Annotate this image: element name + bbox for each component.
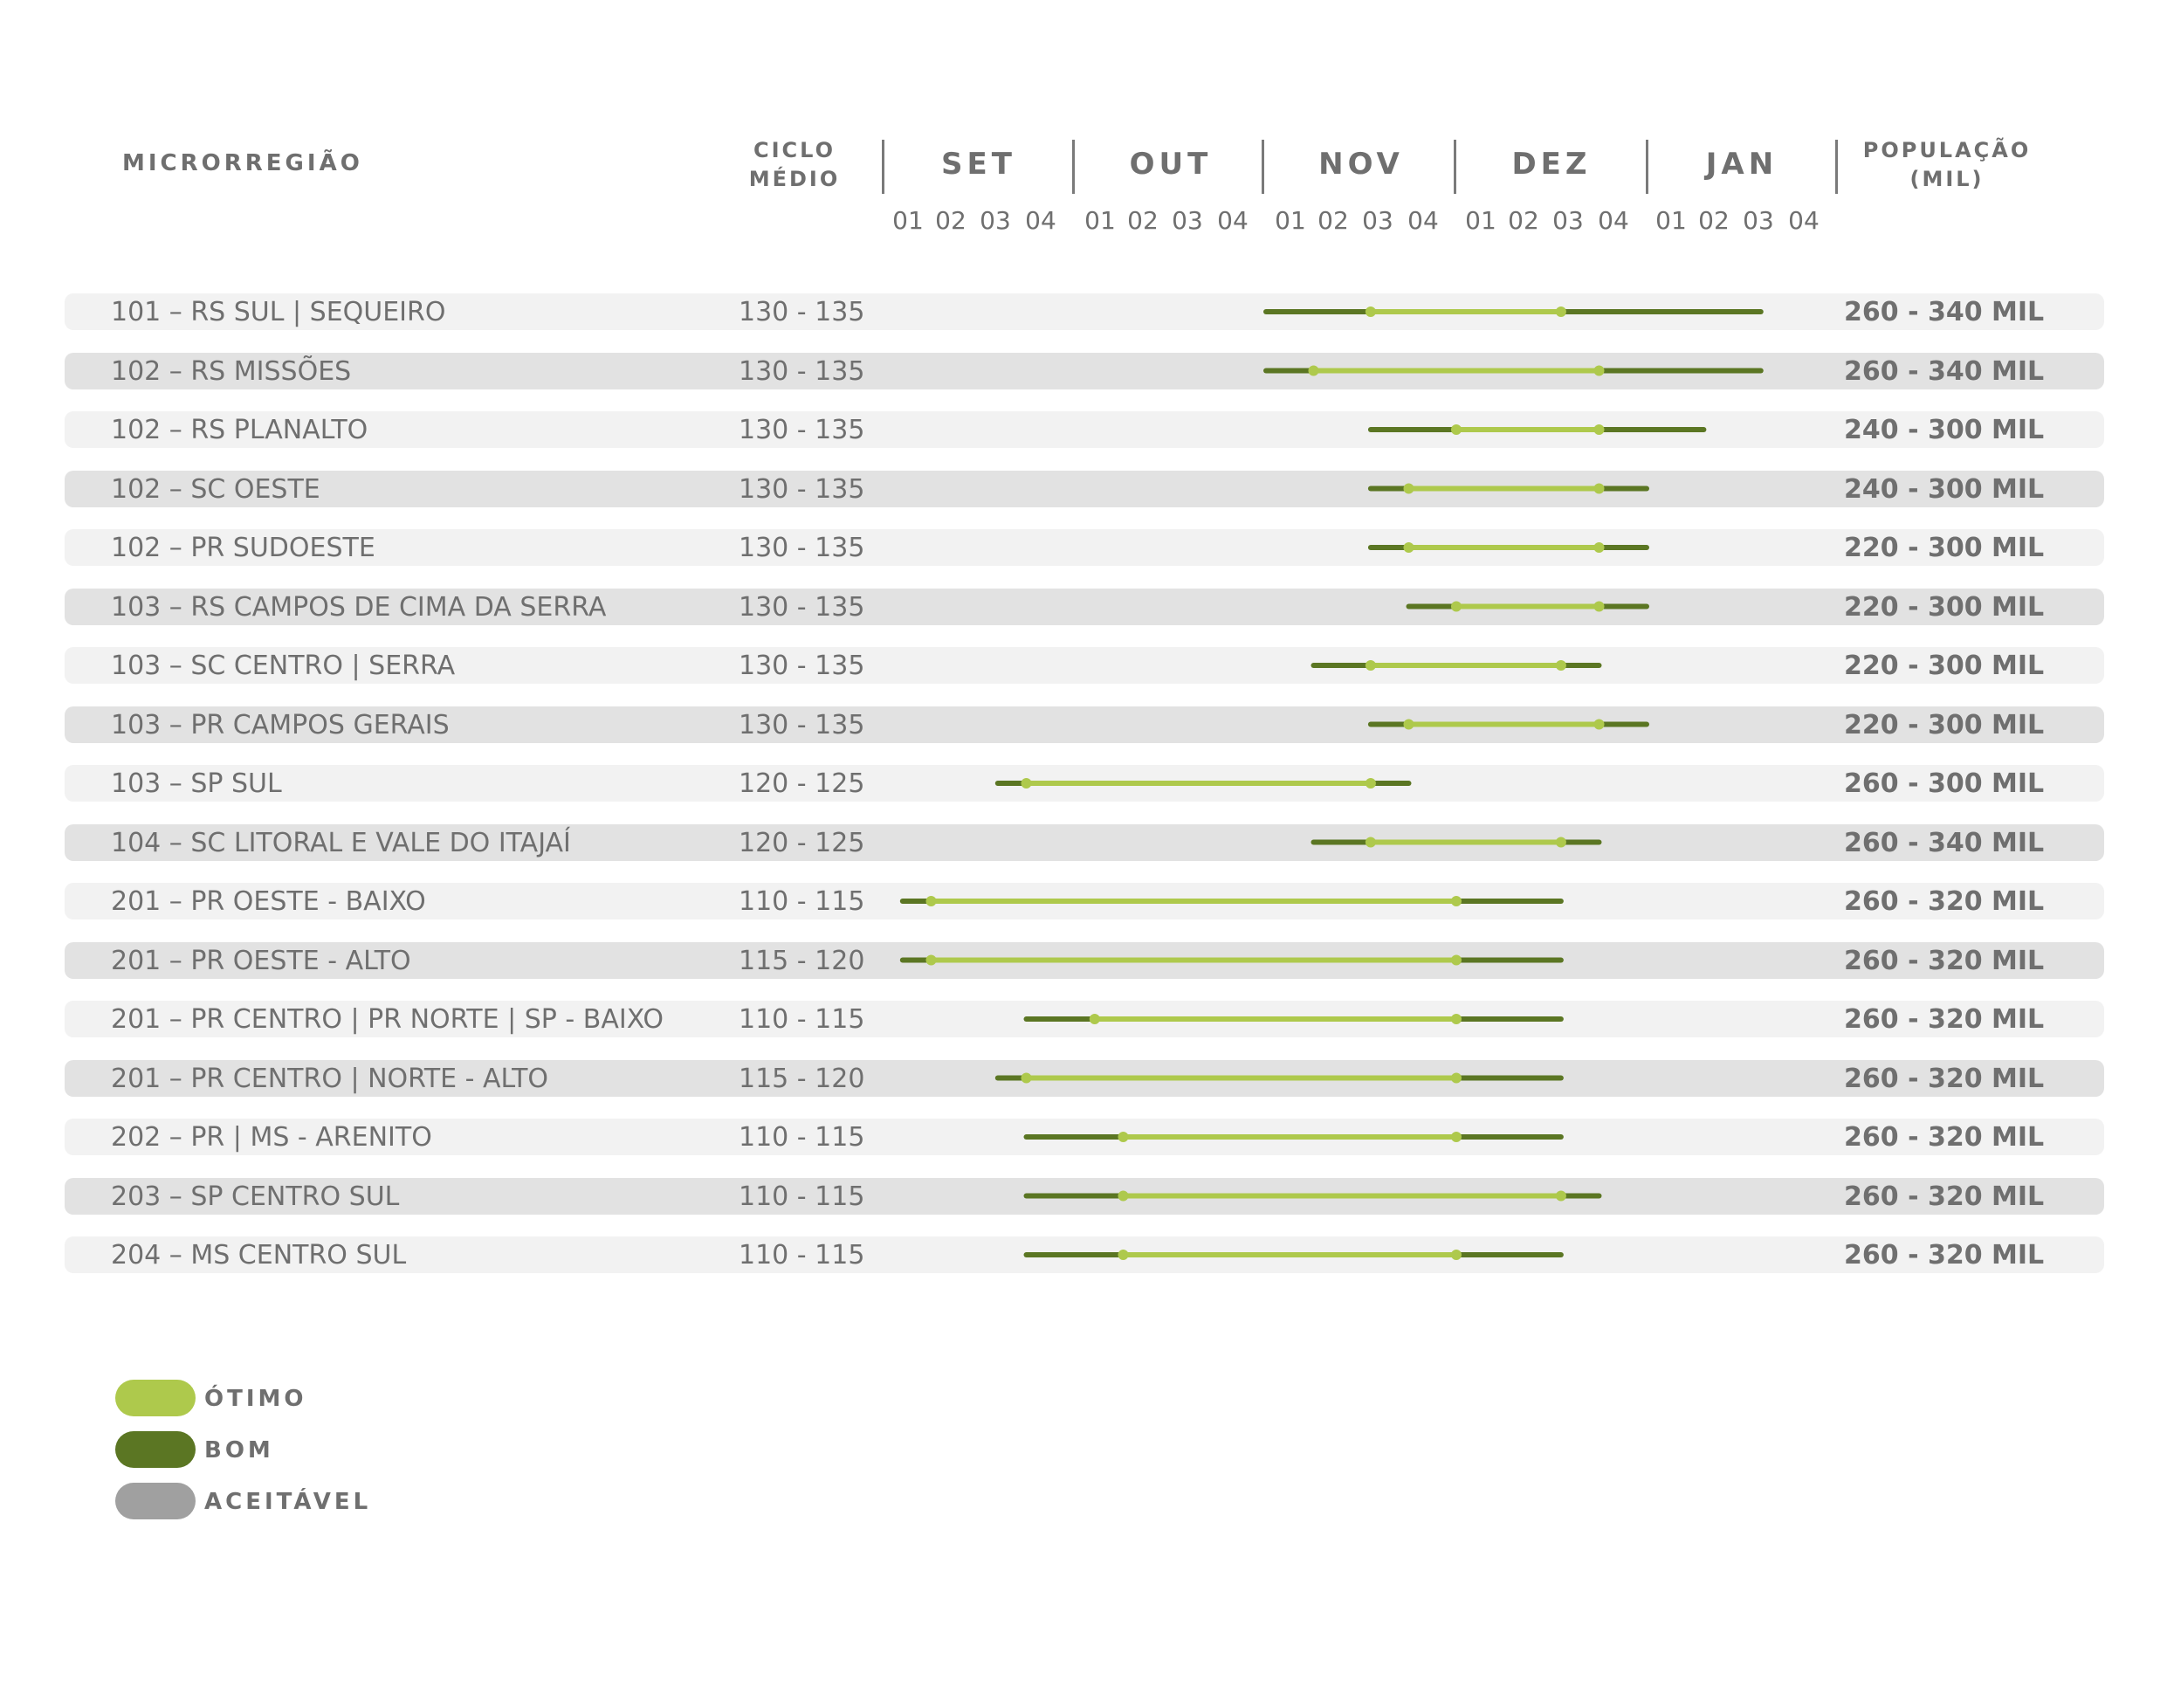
otimo-endpoint (1404, 720, 1414, 730)
populacao-cell: 260 - 320 MIL (1844, 1240, 2045, 1271)
otimo-endpoint (1366, 837, 1376, 848)
populacao-cell: 220 - 300 MIL (1844, 709, 2045, 740)
ciclo-cell: 130 - 135 (739, 651, 865, 681)
ciclo-cell: 110 - 115 (739, 1181, 865, 1212)
week-label: 01 (892, 206, 924, 235)
otimo-endpoint (1556, 660, 1566, 671)
populacao-header-line1: POPULAÇÃO (1862, 138, 2032, 162)
otimo-endpoint (1451, 424, 1462, 435)
week-label: 03 (1172, 206, 1203, 235)
populacao-cell: 260 - 320 MIL (1844, 1122, 2045, 1153)
legend-label: ACEITÁVEL (204, 1489, 372, 1515)
otimo-endpoint (1556, 1191, 1566, 1202)
ciclo-cell: 130 - 135 (739, 709, 865, 740)
populacao-cell: 260 - 340 MIL (1844, 297, 2045, 327)
ciclo-cell: 130 - 135 (739, 355, 865, 387)
ciclo-cell: 110 - 115 (739, 886, 865, 917)
otimo-endpoint (1118, 1250, 1129, 1260)
otimo-endpoint (1451, 1250, 1462, 1260)
otimo-endpoint (1594, 424, 1605, 435)
week-label: 03 (1552, 206, 1584, 235)
otimo-endpoint (1404, 484, 1414, 494)
week-label: 01 (1655, 206, 1687, 235)
region-cell: 201 – PR CENTRO | PR NORTE | SP - BAIXO (111, 1004, 664, 1035)
otimo-endpoint (1451, 896, 1462, 906)
populacao-cell: 240 - 300 MIL (1844, 473, 2045, 505)
week-label: 02 (1698, 206, 1730, 235)
populacao-cell: 260 - 320 MIL (1844, 1063, 2045, 1094)
ciclo-cell: 110 - 115 (739, 1240, 865, 1271)
week-label: 03 (1362, 206, 1393, 235)
populacao-cell: 260 - 300 MIL (1844, 768, 2045, 799)
populacao-cell: 240 - 300 MIL (1844, 415, 2045, 445)
populacao-header-line2: (MIL) (1909, 167, 1985, 191)
ciclo-cell: 110 - 115 (739, 1004, 865, 1035)
region-cell: 204 – MS CENTRO SUL (111, 1240, 407, 1271)
month-label-jan: JAN (1705, 147, 1778, 182)
otimo-endpoint (1090, 1014, 1100, 1024)
populacao-cell: 220 - 300 MIL (1844, 591, 2045, 623)
region-cell: 203 – SP CENTRO SUL (111, 1181, 400, 1212)
region-cell: 103 – SP SUL (111, 768, 282, 799)
otimo-endpoint (1404, 542, 1414, 553)
region-cell: 202 – PR | MS - ARENITO (111, 1122, 432, 1153)
week-label: 04 (1217, 206, 1249, 235)
legend-label: ÓTIMO (204, 1386, 307, 1412)
otimo-endpoint (1556, 306, 1566, 317)
populacao-cell: 260 - 320 MIL (1844, 1004, 2045, 1035)
otimo-endpoint (1451, 602, 1462, 612)
region-cell: 201 – PR OESTE - BAIXO (111, 886, 426, 917)
ciclo-cell: 130 - 135 (739, 533, 865, 563)
otimo-endpoint (1118, 1191, 1129, 1202)
region-cell: 201 – PR CENTRO | NORTE - ALTO (111, 1063, 549, 1094)
ciclo-cell: 120 - 125 (739, 768, 865, 799)
otimo-endpoint (926, 955, 937, 966)
month-label-dez: DEZ (1511, 147, 1592, 182)
otimo-endpoint (1594, 602, 1605, 612)
ciclo-cell: 120 - 125 (739, 827, 865, 858)
otimo-endpoint (1594, 484, 1605, 494)
populacao-cell: 260 - 320 MIL (1844, 886, 2045, 917)
region-cell: 103 – RS CAMPOS DE CIMA DA SERRA (111, 591, 607, 623)
week-label: 04 (1025, 206, 1056, 235)
week-label: 01 (1275, 206, 1306, 235)
region-cell: 102 – PR SUDOESTE (111, 533, 375, 563)
otimo-endpoint (1451, 1014, 1462, 1024)
month-label-set: SET (941, 147, 1016, 182)
month-label-nov: NOV (1318, 147, 1404, 182)
otimo-endpoint (1309, 366, 1319, 376)
otimo-endpoint (1366, 778, 1376, 789)
populacao-cell: 220 - 300 MIL (1844, 533, 2045, 563)
otimo-endpoint (1366, 660, 1376, 671)
otimo-endpoint (1556, 837, 1566, 848)
otimo-endpoint (1022, 778, 1032, 789)
week-label: 01 (1084, 206, 1116, 235)
ciclo-cell: 115 - 120 (739, 945, 865, 976)
legend-swatch (115, 1431, 196, 1468)
otimo-endpoint (1451, 955, 1462, 966)
ciclo-cell: 130 - 135 (739, 591, 865, 623)
otimo-endpoint (1366, 306, 1376, 317)
week-label: 04 (1598, 206, 1629, 235)
populacao-cell: 260 - 340 MIL (1844, 827, 2045, 858)
week-label: 01 (1465, 206, 1496, 235)
region-cell: 103 – PR CAMPOS GERAIS (111, 709, 450, 740)
region-cell: 102 – RS MISSÕES (111, 355, 352, 387)
populacao-cell: 260 - 320 MIL (1844, 945, 2045, 976)
otimo-endpoint (1594, 720, 1605, 730)
legend-swatch (115, 1483, 196, 1519)
ciclo-cell: 130 - 135 (739, 415, 865, 445)
week-label: 03 (1743, 206, 1774, 235)
ciclo-cell: 130 - 135 (739, 297, 865, 327)
ciclo-header-line2: MÉDIO (748, 167, 841, 191)
week-label: 02 (1127, 206, 1159, 235)
week-label: 04 (1407, 206, 1439, 235)
otimo-endpoint (1451, 1132, 1462, 1142)
week-label: 02 (1508, 206, 1539, 235)
month-label-out: OUT (1129, 147, 1213, 182)
microrregiao-header: MICRORREGIÃO (122, 150, 363, 176)
week-label: 02 (1317, 206, 1349, 235)
otimo-endpoint (1451, 1073, 1462, 1084)
week-label: 04 (1788, 206, 1820, 235)
ciclo-cell: 110 - 115 (739, 1122, 865, 1153)
region-cell: 102 – SC OESTE (111, 473, 320, 505)
legend-swatch (115, 1380, 196, 1416)
region-cell: 101 – RS SUL | SEQUEIRO (111, 297, 446, 327)
region-cell: 104 – SC LITORAL E VALE DO ITAJAÍ (111, 827, 571, 858)
ciclo-cell: 115 - 120 (739, 1063, 865, 1094)
week-label: 03 (980, 206, 1011, 235)
populacao-cell: 220 - 300 MIL (1844, 651, 2045, 681)
region-cell: 201 – PR OESTE - ALTO (111, 945, 411, 976)
otimo-endpoint (1022, 1073, 1032, 1084)
legend-label: BOM (204, 1437, 274, 1464)
otimo-endpoint (1594, 366, 1605, 376)
ciclo-header-line1: CICLO (753, 138, 836, 162)
otimo-endpoint (1118, 1132, 1129, 1142)
otimo-endpoint (1594, 542, 1605, 553)
populacao-cell: 260 - 320 MIL (1844, 1181, 2045, 1212)
otimo-endpoint (926, 896, 937, 906)
week-label: 02 (935, 206, 967, 235)
populacao-cell: 260 - 340 MIL (1844, 355, 2045, 387)
ciclo-cell: 130 - 135 (739, 473, 865, 505)
region-cell: 102 – RS PLANALTO (111, 415, 368, 445)
region-cell: 103 – SC CENTRO | SERRA (111, 651, 456, 681)
